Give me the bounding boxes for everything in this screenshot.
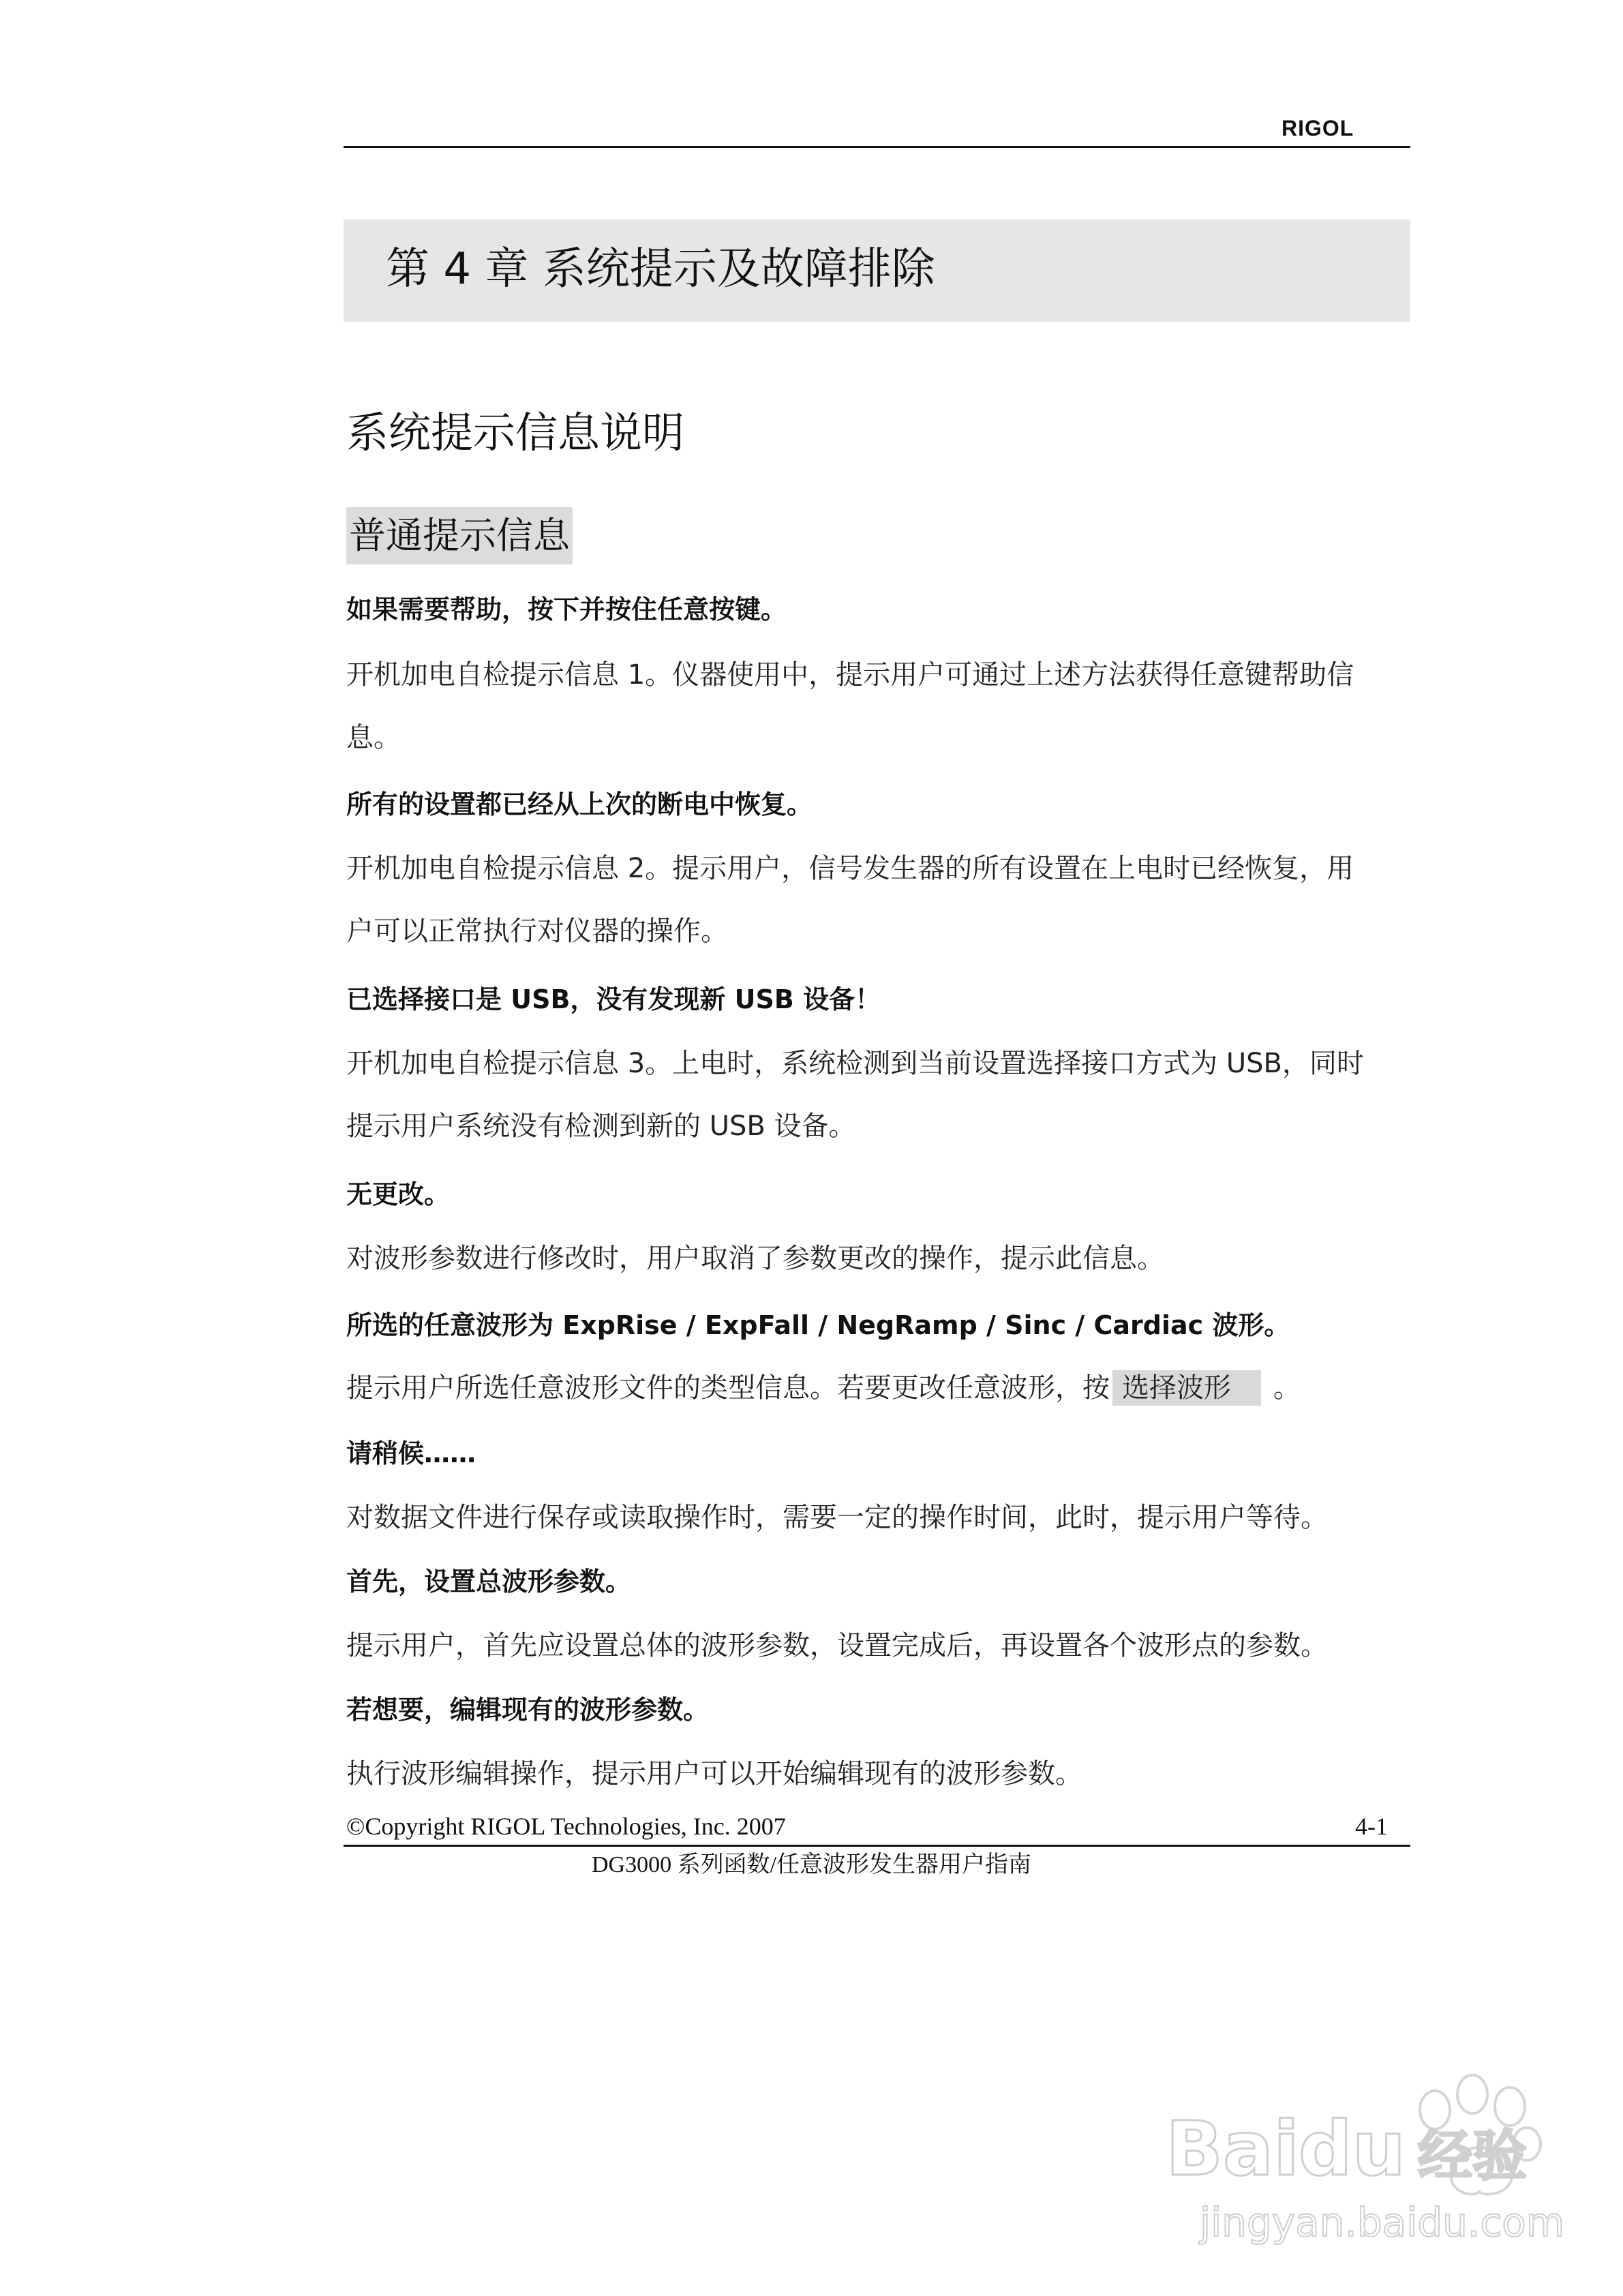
description-line: 对波形参数进行修改时，用户取消了参数更改的操作，提示此信息。	[346, 1243, 1164, 1274]
header-brand: RIGOL	[1281, 116, 1354, 140]
message-description	[346, 1614, 1413, 1677]
footer-page-number: 4-1	[1355, 1813, 1388, 1840]
watermark-brand-text: Bai	[1166, 2105, 1299, 2192]
message-description	[346, 837, 1413, 963]
footer-rule	[344, 1845, 1410, 1847]
description-line: 对数据文件进行保存或读取操作时，需要一定的操作时间，此时，提示用户等待。	[346, 1502, 1328, 1533]
description-line: 开机加电自检提示信息 3。上电时，系统检测到当前设置选择接口方式为 USB，同时	[346, 1048, 1364, 1079]
description-text: 提示用户所选任意波形文件的类型信息。若要更改任意波形，按	[346, 1372, 1110, 1404]
message-title: 请稍候……	[346, 1438, 476, 1468]
description-line: 息。	[346, 722, 401, 753]
description-line: 开机加电自检提示信息 1。仪器使用中，提示用户可通过上述方法获得任意键帮助信	[346, 659, 1354, 691]
watermark-url-text: jingyan.baidu.com	[1200, 2199, 1565, 2246]
footer-copyright: ©Copyright RIGOL Technologies, Inc. 2007	[346, 1813, 786, 1840]
message-description	[346, 1742, 1413, 1805]
message-description	[346, 1032, 1413, 1158]
select-waveform-softkey[interactable]: 选择波形	[1112, 1370, 1261, 1406]
description-line	[346, 1357, 1413, 1419]
message-description	[346, 1486, 1413, 1549]
message-description	[346, 1227, 1413, 1290]
message-title: 若想要，编辑现有的波形参数。	[346, 1695, 710, 1725]
description-line: 执行波形编辑操作，提示用户可以开始编辑现有的波形参数。	[346, 1758, 1082, 1789]
description-line: 提示用户系统没有检测到新的 USB 设备。	[346, 1111, 856, 1142]
message-description	[346, 644, 1413, 769]
subsection-title: 普通提示信息	[346, 507, 573, 564]
section-title: 系统提示信息说明	[346, 408, 685, 457]
description-line: 开机加电自检提示信息 2。提示用户，信号发生器的所有设置在上电时已经恢复，用	[346, 853, 1354, 884]
svg-text:经验: 经验	[1418, 2124, 1527, 2188]
description-line: 户可以正常执行对仪器的操作。	[346, 916, 728, 947]
message-description	[346, 1357, 1413, 1419]
message-title: 无更改。	[346, 1179, 451, 1209]
message-title: 已选择接口是 USB，没有发现新 USB 设备！	[346, 984, 881, 1014]
footer-document-title: DG3000 系列函数/任意波形发生器用户指南	[591, 1852, 1032, 1877]
message-title: 所选的任意波形为 ExpRise / ExpFall / NegRamp / Sinc / Cardiac 波形。	[346, 1310, 1290, 1340]
description-line: 提示用户，首先应设置总体的波形参数，设置完成后，再设置各个波形点的参数。	[346, 1630, 1328, 1661]
message-title: 所有的设置都已经从上次的断电中恢复。	[346, 789, 813, 819]
message-title: 如果需要帮助，按下并按住任意按键。	[346, 594, 787, 624]
chapter-title: 第 4 章 系统提示及故障排除	[386, 244, 935, 294]
message-title: 首先，设置总波形参数。	[346, 1567, 632, 1597]
baidu-jingyan-watermark	[1159, 2038, 1568, 2263]
header-rule	[344, 146, 1410, 148]
description-text: 。	[1273, 1372, 1301, 1404]
svg-text:du: du	[1299, 2105, 1406, 2192]
